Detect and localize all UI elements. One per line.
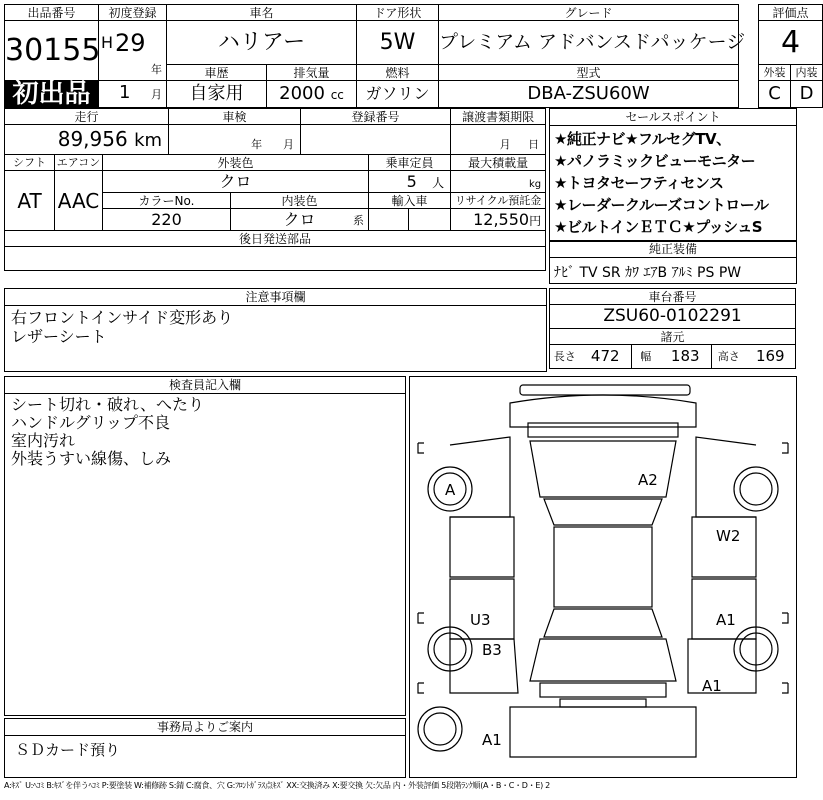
- interior-label: 内装: [791, 65, 823, 81]
- legend: A:ｷｽﾞ U:ﾍｺﾐ B:ｷｽﾞを伴うﾍｺﾐ P:要塗装 W:補修跡 S:錆 C:腐食、穴 G:ﾌﾛﾝﾄｶﾞﾗｽ点ｷｽﾞ XX:交換済み X:要交換 欠:欠品 内・外装評価 5段階ﾗﾝｸ順(A・B・C・D・E) 2: [4, 781, 550, 790]
- color-label: 外装色: [103, 155, 369, 171]
- front-grille: [528, 423, 678, 437]
- displacement-unit: cc: [330, 88, 344, 102]
- rear-window: [544, 609, 662, 637]
- car-diagram-box: [409, 376, 797, 778]
- rear-under: [560, 699, 646, 707]
- interior-score: D: [791, 81, 823, 108]
- registration-month: 1: [119, 82, 131, 103]
- sales-points-list: [550, 126, 796, 240]
- equipment-label: 純正装備: [550, 241, 796, 258]
- chassis-number: ZSU60-0102291: [550, 305, 796, 329]
- inspection-label: 車検: [169, 109, 301, 125]
- grade-label: グレード: [439, 5, 739, 21]
- car-name-label: 車名: [167, 5, 357, 21]
- notes-list: [5, 306, 546, 348]
- exterior-color: クロ: [103, 171, 369, 193]
- rear-panel: [510, 707, 696, 757]
- mileage-label: 走行: [5, 109, 169, 125]
- score-value: 4: [759, 21, 823, 65]
- width-label: 幅: [632, 345, 660, 369]
- sales-point: ★ビルトインＥＴＣ★プッシュS: [554, 218, 763, 236]
- top-table: [4, 4, 823, 108]
- model: DBA-ZSU60W: [439, 81, 739, 108]
- dims-label: 諸元: [550, 329, 796, 345]
- displacement-cell: [267, 81, 357, 108]
- bracket-right-top: [782, 443, 788, 453]
- inspector-box: [4, 376, 406, 716]
- notes-label: 注意事項欄: [5, 289, 546, 306]
- inspection-year-unit: 年: [251, 138, 263, 151]
- equipment-box: [549, 240, 797, 284]
- ac: AAC: [55, 171, 103, 231]
- mark-a2: A2: [638, 471, 658, 489]
- recycle: 12,550: [473, 209, 530, 229]
- import-value-2: [409, 209, 451, 231]
- door-label: ドア形状: [357, 5, 439, 21]
- office-box: [4, 718, 406, 778]
- load-unit: kg: [451, 171, 546, 193]
- front-bumper: [520, 385, 690, 395]
- notes-box: [4, 288, 547, 372]
- ac-label: エアコン: [55, 155, 103, 171]
- fuel: ガソリン: [357, 81, 439, 108]
- equipment-items: ﾅﾋﾞ TV SR ｶﾜ ｴｱB ｱﾙﾐ PS PW: [554, 265, 742, 281]
- body-right-front: [696, 437, 756, 517]
- capacity-unit: 人: [432, 175, 445, 190]
- import-label: 輸入車: [369, 193, 451, 209]
- transfer-label: 譲渡書類期限: [451, 109, 546, 125]
- inspector-line: 外装うすい線傷、しみ: [11, 449, 172, 468]
- tailgate: [530, 639, 676, 681]
- mileage-unit: km: [134, 130, 163, 151]
- registration-month-cell: [99, 81, 167, 108]
- inspection-month-unit: 月: [283, 138, 295, 151]
- mark-w2: W2: [716, 527, 741, 545]
- inspector-label: 検査員記入欄: [5, 377, 405, 394]
- mark-a1-rear: A1: [482, 731, 502, 749]
- interior-color-cell: [231, 209, 369, 231]
- capacity-label: 乗車定員: [369, 155, 451, 171]
- right-rear-fender: [688, 639, 756, 693]
- sales-points-label: セールスポイント: [550, 109, 796, 126]
- later-parts-value: [5, 247, 546, 271]
- mark-a1-right-rear: A1: [702, 677, 722, 695]
- office-text: ＳＤカード預り: [15, 741, 121, 759]
- inspector-line: 室内汚れ: [11, 431, 76, 450]
- recycle-cell: [451, 209, 546, 231]
- first-listing-badge: 初出品: [5, 81, 99, 108]
- mileage: 89,956: [57, 127, 128, 151]
- details-table: [4, 108, 546, 271]
- interior-color: クロ: [283, 209, 316, 229]
- model-label: 型式: [439, 65, 739, 81]
- history: 自家用: [167, 81, 267, 108]
- shift: AT: [5, 171, 55, 231]
- displacement: 2000: [279, 83, 325, 104]
- era: H: [101, 33, 114, 52]
- lot-number: 30155: [5, 21, 99, 81]
- chassis-label: 車台番号: [550, 289, 796, 305]
- capacity-cell: [369, 171, 451, 193]
- colorno-label: カラーNo.: [103, 193, 231, 209]
- exterior-label: 外装: [759, 65, 791, 81]
- rear-bumper: [540, 683, 666, 697]
- lot-label: 出品番号: [5, 5, 99, 21]
- mark-u3: U3: [470, 611, 491, 629]
- height-label: 高さ: [712, 345, 746, 369]
- import-value: [369, 209, 409, 231]
- body-left-front: [450, 437, 510, 517]
- regno-label: 登録番号: [301, 109, 451, 125]
- bracket-left-top: [418, 443, 424, 453]
- car-name: ハリアー: [167, 21, 357, 65]
- length: 472: [580, 345, 632, 369]
- registration-year: 29: [115, 29, 146, 57]
- bracket-left-mid: [418, 613, 424, 623]
- load-label: 最大積載量: [451, 155, 546, 171]
- month-unit: 月: [151, 88, 163, 101]
- registration-year-cell: [99, 21, 167, 81]
- inspection-date: [169, 125, 301, 155]
- inspector-line: ハンドルグリップ不良: [11, 413, 171, 432]
- bracket-right-mid: [782, 613, 788, 623]
- office-label: 事務局よりご案内: [5, 719, 405, 736]
- car-diagram: [410, 377, 796, 777]
- capacity: 5: [406, 171, 417, 191]
- inspector-line: シート切れ・破れ、へたり: [11, 395, 204, 414]
- sales-point: ★トヨタセーフティセンス: [554, 174, 724, 192]
- left-front-door: [450, 517, 514, 577]
- transfer-month-unit: 月: [499, 138, 511, 151]
- roof: [554, 527, 652, 607]
- height: 169: [746, 345, 796, 369]
- length-label: 長さ: [550, 345, 580, 369]
- width: 183: [660, 345, 712, 369]
- sales-point: ★レーダークルーズコントロール: [554, 196, 769, 214]
- note-line: レザーシート: [11, 327, 107, 346]
- left-rear-door: [450, 579, 514, 639]
- color-number: 220: [103, 209, 231, 231]
- mileage-cell: [5, 125, 169, 155]
- right-rear-door: [692, 579, 756, 639]
- chassis-table: [549, 288, 796, 369]
- year-unit: 年: [151, 63, 163, 76]
- right-front-door: [692, 517, 756, 577]
- regno-value: [301, 125, 451, 155]
- registration-label: 初度登録: [99, 5, 167, 21]
- sales-points-box: [549, 108, 797, 242]
- shift-label: シフト: [5, 155, 55, 171]
- sales-point: ★純正ナビ★フルセグTV、: [554, 130, 731, 148]
- mark-a-front-left: A: [445, 481, 456, 499]
- bracket-left-bot: [418, 683, 424, 693]
- bracket-right-bot: [782, 683, 788, 693]
- recycle-label: リサイクル預託金: [451, 193, 546, 209]
- door-type: 5W: [357, 21, 439, 65]
- transfer-date: [451, 125, 546, 155]
- front-outline: [510, 395, 696, 427]
- recycle-unit: 円: [529, 213, 542, 228]
- fuel-label: 燃料: [357, 65, 439, 81]
- inspector-list: [5, 394, 405, 470]
- sales-point: ★パノラミックビューモニター: [554, 152, 756, 170]
- grade: プレミアム アドバンスドパッケージ: [439, 21, 739, 65]
- displacement-label: 排気量: [267, 65, 357, 81]
- later-parts-label: 後日発送部品: [5, 231, 546, 247]
- mark-a1-right-door: A1: [716, 611, 736, 629]
- exterior-score: C: [759, 81, 791, 108]
- interior-color-label: 内装色: [231, 193, 369, 209]
- history-label: 車歴: [167, 65, 267, 81]
- interior-color-unit: 系: [353, 214, 365, 227]
- mark-b3: B3: [482, 641, 502, 659]
- transfer-day-unit: 日: [528, 138, 540, 151]
- score-label: 評価点: [759, 5, 823, 21]
- note-line: 右フロントインサイド変形あり: [11, 308, 234, 327]
- windshield: [544, 499, 662, 525]
